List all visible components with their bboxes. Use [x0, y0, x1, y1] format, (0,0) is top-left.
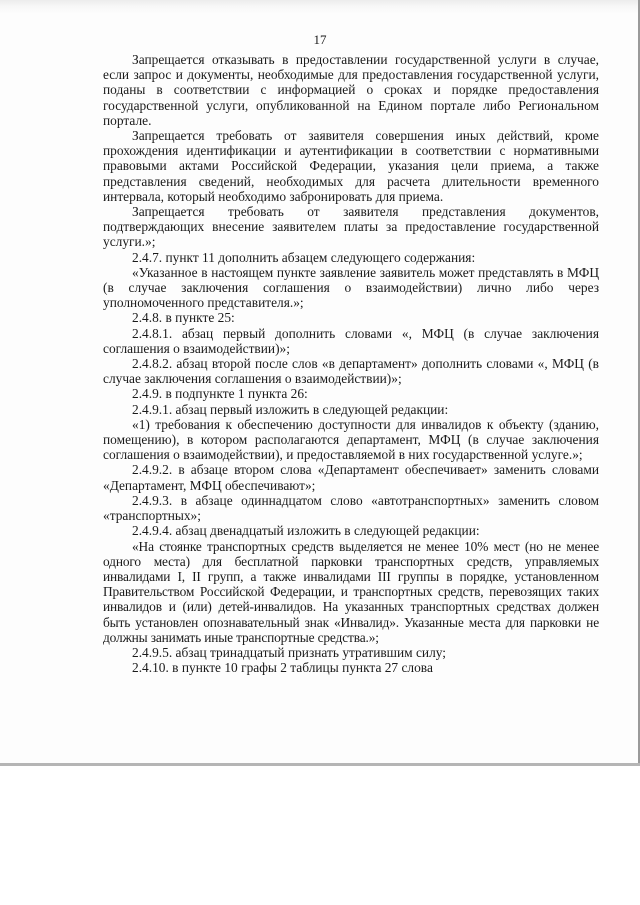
- paragraph: 2.4.9.1. абзац первый изложить в следующей редакции:: [132, 401, 449, 417]
- paragraph: 2.4.9. в подпункте 1 пункта 26:: [132, 386, 308, 402]
- paragraph: 2.4.8.1. абзац первый дополнить словами «, МФЦ (в случае заключения соглашения о взаимодействии)»;: [103, 325, 599, 356]
- scan-edge-divider: [0, 763, 640, 766]
- paragraph: 2.4.9.2. в абзаце втором слова «Департамент обеспечивает» заменить словами «Департамент, МФЦ обеспечивают»;: [103, 462, 599, 493]
- paragraph: 2.4.9.3. в абзаце одиннадцатом слово «автотранспортных» заменить словом «транспортных»;: [103, 492, 599, 524]
- paragraph: Запрещается требовать от заявителя представления документов, подтверждающих внесение заявителем платы за предоставление государственной услуги.»;: [103, 204, 599, 250]
- page-number: 17: [313, 32, 327, 47]
- paragraph: «На стоянке транспортных средств выделяется не менее 10% мест (но не менее одного места) для бесплатной парковки транспортных средств, управляемых инвалидами I, II групп, а также инвалидами III группы в порядке, установленном Правительством Российской Федерации, и транспортных средств, перевозящих таких инвалидов и (или) детей-инвалидов. На указанных транспортных средствах должен быть установлен опознавательный знак «Инвалид». Указанные места для парковки не должны занимать иные транспортные средства.»;: [103, 538, 599, 645]
- paragraph: 2.4.9.5. абзац тринадцатый признать утратившим силу;: [132, 644, 447, 660]
- paragraph: «Указанное в настоящем пункте заявление заявитель может представлять в МФЦ (в случае заключения соглашения о взаимодействии) лично либо через уполномоченного представителя.»;: [103, 264, 599, 311]
- paragraph: 2.4.7. пункт 11 дополнить абзацем следующего содержания:: [132, 249, 476, 265]
- paragraph: Запрещается требовать от заявителя совершения иных действий, кроме прохождения идентификации и аутентификации в соответствии с нормативными правовыми актами Российской Федерации, указания цели приема, а также представления сведений, необходимых для расчета длительности временного интервала, который необходимо забронировать для приема.: [103, 128, 599, 204]
- paragraph: 2.4.10. в пункте 10 графы 2 таблицы пункта 27 слова: [132, 660, 433, 676]
- paragraph: 2.4.8.2. абзац второй после слов «в департамент» дополнить словами «, МФЦ (в случае заключения соглашения о взаимодействии)»;: [103, 356, 599, 387]
- paragraph: 2.4.9.4. абзац двенадцатый изложить в следующей редакции:: [132, 523, 480, 539]
- paragraph: «1) требования к обеспечению доступности для инвалидов к объекту (зданию, помещению), в котором располагаются департамент, МФЦ (в случае заключения соглашения о взаимодействии), и предоставляемой в них государственной услуге.»;: [103, 416, 599, 463]
- paragraph: Запрещается отказывать в предоставлении государственной услуги в случае, если запрос и документы, необходимые для предоставления государственной услуги, поданы в соответствии с информацией о сроках и порядке предоставления государственной услуги, опубликованной на Едином портале либо Региональном портале.: [103, 52, 599, 128]
- paragraph: 2.4.8. в пункте 25:: [132, 310, 235, 326]
- document-body: [103, 52, 599, 675]
